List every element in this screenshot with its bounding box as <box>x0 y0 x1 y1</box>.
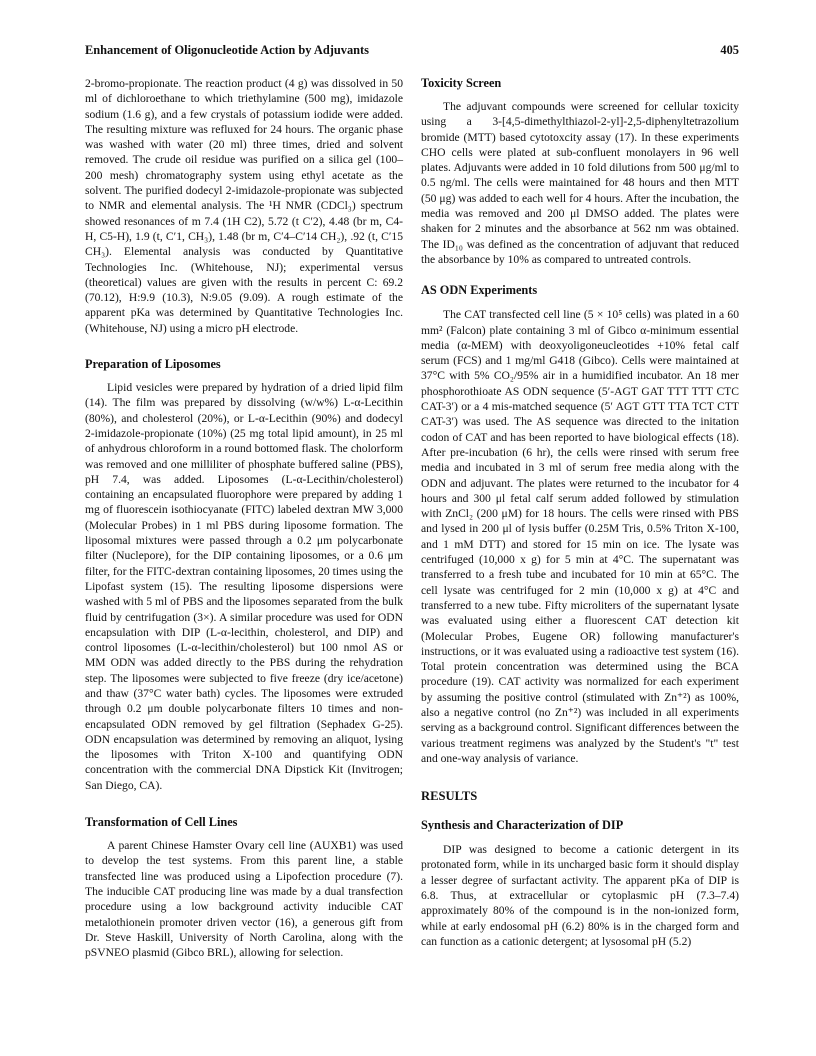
paragraph-synthesis: DIP was designed to become a cationic detergent in its protonated form, while in its uncharged basic form it should display a lesser degree of surfactant activity. The apparent pKa of DIP is 6.8. Thus, at extracellular or cytoplasmic pH (7.3–7.4) approximately 80% of the compound is in the non-ionized form, while at early endosomal pH (6.2) 80% is in the charged form and can function as a cationic detergent; at lysosomal pH (5.2) <box>421 843 739 948</box>
section-heading-toxicity: Toxicity Screen <box>421 76 502 90</box>
paragraph-synthesis-continued: 2-bromo-propionate. The reaction product (4 g) was dissolved in 50 ml of dichloroethane to which triethylamine (500 mg), imidazole sodium (1.6 g), and a few crystals of potassium iodide were added. The resulting mixture was refluxed for 24 hours. The organic phase was washed with water (20 ml) three times, dried and solvent removed. The crude oil residue was purified on a silica gel (100–200 mesh) chromatography system using ethyl acetate as the solvent. The purified dodecyl 2-imidazole-propionate was subjected to NMR and elemental analysis. The ¹H NMR (CDCl₃) spectrum showed resonances of m 7.4 (1H C2), 5.72 (t C′2), 4.48 (br m, C4-H, C5-H), 1.9 (t, C′1, CH₃), 1.48 (br m, C′4–C′14 CH₂), .92 (t, C′15 CH₃). Elemental analysis was conducted by Quantitative Technologies Inc. (Whitehouse, NJ); experimental versus (theoretical) values are given with the results in percent C: 69.2 (70.12), H:9.9 (10.3), N:9.05 (9.09). A rough estimate of the apparent pKa was determined by Quantitative Technologies Inc. (Whitehouse, NJ) using a micro pH electrode. <box>85 77 403 335</box>
page-number: 405 <box>720 43 739 57</box>
section-heading-transformation: Transformation of Cell Lines <box>85 815 238 830</box>
section-heading-liposomes: Preparation of Liposomes <box>85 357 221 372</box>
right-column <box>421 76 739 949</box>
paragraph-liposomes: Lipid vesicles were prepared by hydration of a dried lipid film (14). The film was prepared by dissolving (w/w%) L-α-Lecithin (80%), and cholesterol (20%), or L-α-Lecithin (90%) and dodecyl 2-imidazole-propionate (10%) (25 mg total lipid amount), in 25 ml of anhydrous chloroform in a round bottomed flask. The cholorform was removed and one milliliter of phosphate buffered saline (PBS), pH 7.4, was added. Liposomes (L-α-Lecithin/cholesterol) containing an encapsulated fluorophore were prepared by adding 1 mg of fluorescein isothiocyanate (FITC) labeled dextran MW 3,000 (Molecular Probes) in 1 ml PBS during liposome formation. The liposomal mixtures were passed through a 0.2 μm polycarbonate filter (Nuclepore), for the DIP containing liposomes, or a 0.6 μm filter, for the FITC-dextran containing liposomes, 20 times using the Lipofast system (15). The resulting liposome dispersions were washed with 5 ml of PBS and the liposomes separated from the bulk fluid by centrifugation (3×). A similar procedure was used for ODN encapsulation with DIP (L-α-lecithin, cholesterol, and DIP) and control liposomes (L-α-lecithin/cholesterol) but 100 nmol AS or MM ODN was added directly to the PBS during the rehydration step. The liposomes were subjected to five freeze (dry ice/acetone) and thaw (37°C water bath) cycles. The liposomes were extruded through 0.2 μm double polycarbonate filters 10 times and non-encapsulated ODN removed by gel filtration (Sephadex G-25). ODN encapsulation was determined by removing an aliquot, lysing the liposomes with Triton X-100 and quantifying ODN concentration with the commercial DNA Dipstick Kit (Invitrogen; San Diego, CA). <box>85 381 403 792</box>
paragraph-transformation: A parent Chinese Hamster Ovary cell line (AUXB1) was used to develop the test systems. From this parent line, a stable transfected line was produced using a Lipofection procedure (7). The inducible CAT producing line was made by a dual transfection procedure using a low background activity inducible CAT metalothionein promoter driven vector (16), a generous gift from Dr. Steve Haskill, University of North Carolina, along with the pSVNEO plasmid (Gibco BRL), allowing for selection. <box>85 839 403 960</box>
section-heading-as-odn: AS ODN Experiments <box>421 283 538 298</box>
running-header <box>85 43 739 61</box>
paragraph-as-odn: The CAT transfected cell line (5 × 10⁵ cells) was plated in a 60 mm² (Falcon) plate containing 3 ml of Gibco α-minimum essential media (α-MEM) with deoxyoligoneucleotides +10% fetal calf serum (FCS) and 1 mg/ml G418 (Gibco). Cells were maintained at 37°C with 5% CO₂/95% air in a humidified incubator. An 18 mer phosphorothioate AS ODN sequence (5′-AGT GAT TTT TTT CTC CAT-3′) or a 4 mis-matched sequence (5′ AGT GTT TTA TCT CTT CAT-3′) was used. The AS sequence was directed to the initation codon of CAT and has been reported to have biological effects (18). After pre-incubation (6 hr), the cells were rinsed with serum free media and incubated in 3 ml of serum free media along with the ODN and adjuvant. The plates were returned to the incubator for 4 hours and 300 μl fetal calf serum added followed by stimulation with ZnCl₂ (200 μM) for 18 hours. The cells were rinsed with PBS and lysed in 200 μl of lysis buffer (0.25M Tris, 0.5% Triton X-100, and 1 mM DTT) and stored for 15 min on ice. The lysate was centrifuged (10,000 x g) for 5 min at 4°C. The supernatant was transferred to a fresh tube and incubated for 10 min at 65°C. The cell lysate was centrifuged for 2 min (10,000 x g) at 4°C and transferred to a new tube. Fifty microliters of the supernatant lysate was evaluated using either a fluorescent CAT detection kit (Molecular Probes, Eugene OR) following manufacturer's instructions, or it was evaluated using a radioactive test system (16). Total protein concentration was determined using the BCA procedure (19). CAT activity was normalized for each experiment by assuming the positive control (stimulated with Zn⁺²) as 100%, also a negative control (no Zn⁺²) was included in all experiments serving as a background control. Significant differences between the various treatment regimens was analyzed by the Student's "t" test and one-way analysis of variance. <box>421 308 739 765</box>
section-heading-synthesis: Synthesis and Characterization of DIP <box>421 818 624 833</box>
left-column <box>85 76 403 960</box>
running-title: Enhancement of Oligonucleotide Action by Adjuvants <box>85 43 369 57</box>
section-heading-results: RESULTS <box>421 789 478 804</box>
paragraph-toxicity: The adjuvant compounds were screened for cellular toxicity using a 3-[4,5-dimethylthiazol-2-yl]-2,5-diphenyltetrazolium bromide (MTT) based cytotoxcity assay (17). In these experiments CHO cells were plated at sub-confluent monolayers in 96 well plates. Adjuvants were added in 10 fold dilutions from 500 μg/ml to 0.5 ng/ml. The cells were maintained for 48 hours and then MTT (50 μg) was added to each well for 4 hours. After the incubation, the media was removed and 200 μl DMSO added. The plates were shaken for 2 minutes and the absorbance at 562 nm was obtained. The ID₁₀ was defined as the concentration of adjuvant that reduced the absorbance by 10% as compared to untreated controls. <box>421 100 739 266</box>
